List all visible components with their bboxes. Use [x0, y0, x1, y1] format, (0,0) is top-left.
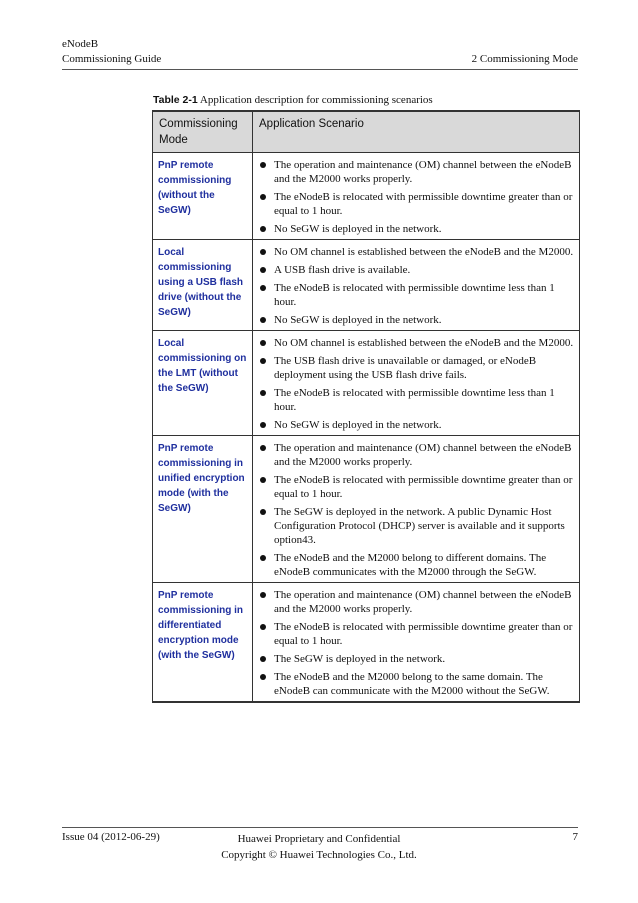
bullet-icon	[260, 624, 266, 630]
scenario-text: The eNodeB is relocated with permissible downtime less than 1 hour.	[274, 387, 555, 413]
scenario-list	[258, 158, 574, 236]
document-title: Commissioning Guide	[62, 53, 162, 65]
scenario-item	[258, 473, 574, 501]
mode-cell	[153, 436, 253, 583]
scenario-text: The eNodeB is relocated with permissible downtime greater than or equal to 1 hour.	[274, 191, 573, 217]
bullet-icon	[260, 555, 266, 561]
bullet-icon	[260, 340, 266, 346]
scenario-item	[258, 551, 574, 579]
product-name: eNodeB	[62, 38, 99, 50]
copyright-notice: Copyright © Huawei Technologies Co., Ltd.	[221, 849, 417, 861]
scenario-text: The operation and maintenance (OM) channel between the eNodeB and the M2000 works properly.	[274, 442, 572, 468]
mode-cell	[153, 240, 253, 331]
bullet-icon	[260, 267, 266, 273]
footer-center	[0, 831, 638, 863]
scenario-text: The operation and maintenance (OM) channel between the eNodeB and the M2000 works properly.	[274, 159, 572, 185]
scenario-text: A USB flash drive is available.	[274, 264, 411, 276]
bullet-icon	[260, 194, 266, 200]
table-caption	[153, 94, 433, 106]
scenario-item	[258, 441, 574, 469]
scenario-item	[258, 263, 574, 277]
bullet-icon	[260, 477, 266, 483]
bullet-icon	[260, 285, 266, 291]
scenario-text: No SeGW is deployed in the network.	[274, 223, 442, 235]
bullet-icon	[260, 226, 266, 232]
scenario-cell	[253, 153, 580, 240]
scenario-item	[258, 354, 574, 382]
table-caption-label: Table 2-1	[153, 94, 198, 106]
table-caption-text: Application description for commissioning scenarios	[199, 94, 433, 106]
scenario-text: No OM channel is established between the eNodeB and the M2000.	[274, 337, 574, 349]
scenario-text: The eNodeB and the M2000 belong to the same domain. The eNodeB can communicate with the M2000 without the SeGW.	[274, 671, 550, 697]
bullet-icon	[260, 674, 266, 680]
scenario-item	[258, 313, 574, 327]
bullet-icon	[260, 162, 266, 168]
commissioning-scenarios-table	[152, 110, 580, 703]
scenario-item	[258, 670, 574, 698]
commissioning-mode-label: PnP remote commissioning (without the SeGW)	[158, 160, 232, 216]
bullet-icon	[260, 358, 266, 364]
table-row	[153, 583, 580, 703]
scenario-text: The eNodeB is relocated with permissible downtime greater than or equal to 1 hour.	[274, 621, 573, 647]
bullet-icon	[260, 390, 266, 396]
scenario-item	[258, 336, 574, 350]
bullet-icon	[260, 509, 266, 515]
commissioning-mode-label: Local commissioning using a USB flash drive (without the SeGW)	[158, 247, 244, 318]
scenario-text: The SeGW is deployed in the network. A public Dynamic Host Configuration Protocol (DHCP) server is available and it supports option43.	[274, 506, 565, 546]
mode-cell	[153, 153, 253, 240]
scenario-text: The operation and maintenance (OM) channel between the eNodeB and the M2000 works properly.	[274, 589, 572, 615]
column-header-scenario: Application Scenario	[253, 111, 580, 153]
scenario-cell	[253, 240, 580, 331]
scenario-item	[258, 386, 574, 414]
bullet-icon	[260, 249, 266, 255]
scenario-list	[258, 441, 574, 579]
bullet-icon	[260, 422, 266, 428]
mode-cell	[153, 583, 253, 703]
scenario-item	[258, 245, 574, 259]
scenario-list	[258, 588, 574, 698]
commissioning-mode-label: Local commissioning on the LMT (without the SeGW)	[158, 338, 247, 394]
section-title: 2 Commissioning Mode	[471, 53, 578, 65]
scenario-item	[258, 620, 574, 648]
scenario-item	[258, 190, 574, 218]
scenario-item	[258, 418, 574, 432]
bullet-icon	[260, 317, 266, 323]
mode-cell	[153, 331, 253, 436]
table-row	[153, 436, 580, 583]
issue-info: Issue 04 (2012-06-29)	[62, 831, 160, 843]
table-row	[153, 153, 580, 240]
bullet-icon	[260, 592, 266, 598]
table-row	[153, 240, 580, 331]
scenario-item	[258, 652, 574, 666]
scenario-text: The eNodeB and the M2000 belong to different domains. The eNodeB communicates with the M2000 through the SeGW.	[274, 552, 547, 578]
commissioning-mode-label: PnP remote commissioning in differentiated encryption mode (with the SeGW)	[158, 590, 244, 661]
proprietary-notice: Huawei Proprietary and Confidential	[237, 833, 401, 845]
scenario-text: The eNodeB is relocated with permissible downtime greater than or equal to 1 hour.	[274, 474, 573, 500]
scenario-cell	[253, 331, 580, 436]
bullet-icon	[260, 445, 266, 451]
table-row	[153, 331, 580, 436]
scenario-text: The USB flash drive is unavailable or damaged, or eNodeB deployment using the USB flash drive fails.	[274, 355, 537, 381]
scenario-cell	[253, 436, 580, 583]
scenario-cell	[253, 583, 580, 703]
scenario-item	[258, 281, 574, 309]
scenario-item	[258, 222, 574, 236]
table-header-row	[153, 111, 580, 153]
footer-divider	[62, 827, 578, 828]
scenario-item	[258, 588, 574, 616]
page-number: 7	[572, 831, 578, 843]
scenario-text: The eNodeB is relocated with permissible downtime less than 1 hour.	[274, 282, 555, 308]
table-body	[153, 153, 580, 703]
header-divider	[62, 69, 578, 70]
scenario-list	[258, 245, 574, 327]
commissioning-mode-label: PnP remote commissioning in unified encryption mode (with the SeGW)	[158, 443, 245, 514]
scenario-item	[258, 505, 574, 547]
scenario-text: The SeGW is deployed in the network.	[274, 653, 446, 665]
page-header-left	[62, 37, 161, 67]
scenario-text: No SeGW is deployed in the network.	[274, 314, 442, 326]
scenario-text: No SeGW is deployed in the network.	[274, 419, 442, 431]
scenario-text: No OM channel is established between the eNodeB and the M2000.	[274, 246, 574, 258]
scenario-item	[258, 158, 574, 186]
column-header-mode: Commissioning Mode	[153, 111, 253, 153]
bullet-icon	[260, 656, 266, 662]
scenario-list	[258, 336, 574, 432]
